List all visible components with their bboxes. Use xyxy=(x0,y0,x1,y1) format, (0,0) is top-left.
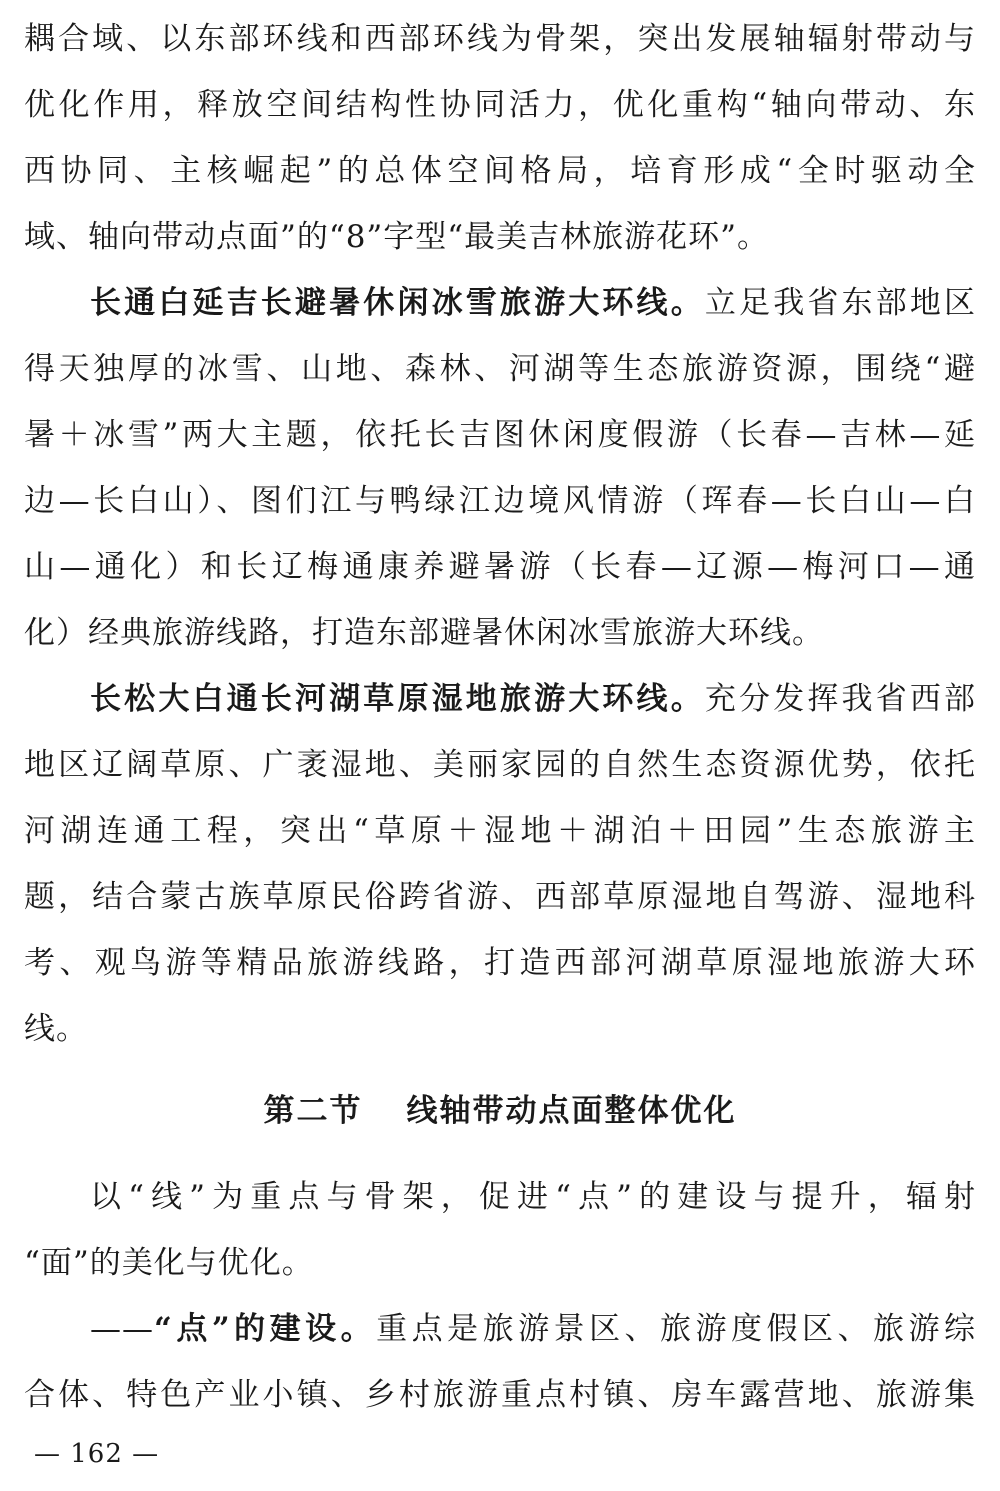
paragraph-east-line-4: 边—长白山）、图们江与鸭绿江边境风情游（珲春—长白山—白 xyxy=(24,483,976,519)
paragraph-west-first-rest: 充分发挥我省西部 xyxy=(704,681,976,717)
paragraph-west-line-4: 题，结合蒙古族草原民俗跨省游、西部草原湿地自驾游、湿地科 xyxy=(24,879,976,915)
paragraph-intro-line-2: 优化作用，释放空间结构性协同活力，优化重构“轴向带动、东 xyxy=(24,87,976,123)
paragraph-intro-line-1: 耦合域、以东部环线和西部环线为骨架，突出发展轴辐射带动与 xyxy=(24,21,976,57)
section-intro-line-2: “面”的美化与优化。 xyxy=(24,1245,314,1281)
paragraph-west-line-5: 考、观鸟游等精品旅游线路，打造西部河湖草原湿地旅游大环 xyxy=(24,945,976,981)
paragraph-points-lead: “点”的建设。 xyxy=(154,1311,377,1347)
paragraph-points-line-2: 合体、特色产业小镇、乡村旅游重点村镇、房车露营地、旅游集 xyxy=(24,1377,976,1413)
paragraph-west-line-1 xyxy=(24,666,976,732)
paragraph-east-line-6: 化）经典旅游线路，打造东部避暑休闲冰雪旅游大环线。 xyxy=(24,615,824,651)
paragraph-west-lead: 长松大白通长河湖草原湿地旅游大环线。 xyxy=(90,681,705,717)
paragraph-intro-line-4: 域、轴向带动点面”的“8”字型“最美吉林旅游花环”。 xyxy=(24,219,769,255)
section-heading xyxy=(24,1078,976,1144)
paragraph-intro-line-3: 西协同、主核崛起”的总体空间格局，培育形成“全时驱动全 xyxy=(24,153,976,189)
paragraph-west-line-3: 河湖连通工程，突出“草原＋湿地＋湖泊＋田园”生态旅游主 xyxy=(24,813,976,849)
paragraph-west-line-6: 线。 xyxy=(24,1011,88,1047)
section-title: 线轴带动点面整体优化 xyxy=(406,1093,737,1129)
paragraph-points-dash: —— xyxy=(90,1311,154,1347)
section-intro-line-1: 以“线”为重点与骨架，促进“点”的建设与提升，辐射 xyxy=(90,1179,976,1215)
paragraph-points-first-rest: 重点是旅游景区、旅游度假区、旅游综 xyxy=(376,1311,976,1347)
paragraph-points-line-1 xyxy=(24,1296,976,1362)
section-number: 第二节 xyxy=(263,1093,363,1129)
paragraph-east-line-2: 得天独厚的冰雪、山地、森林、河湖等生态旅游资源，围绕“避 xyxy=(24,351,976,387)
paragraph-west-line-2: 地区辽阔草原、广袤湿地、美丽家园的自然生态资源优势，依托 xyxy=(24,747,976,783)
page-number: — 162 — xyxy=(34,1439,160,1469)
paragraph-east-line-1 xyxy=(24,270,976,336)
paragraph-east-first-rest: 立足我省东部地区 xyxy=(704,285,976,321)
paragraph-east-lead: 长通白延吉长避暑休闲冰雪旅游大环线。 xyxy=(90,285,705,321)
paragraph-east-line-5: 山—通化）和长辽梅通康养避暑游（长春—辽源—梅河口—通 xyxy=(24,549,976,585)
paragraph-east-line-3: 暑＋冰雪”两大主题，依托长吉图休闲度假游（长春—吉林—延 xyxy=(24,417,976,453)
